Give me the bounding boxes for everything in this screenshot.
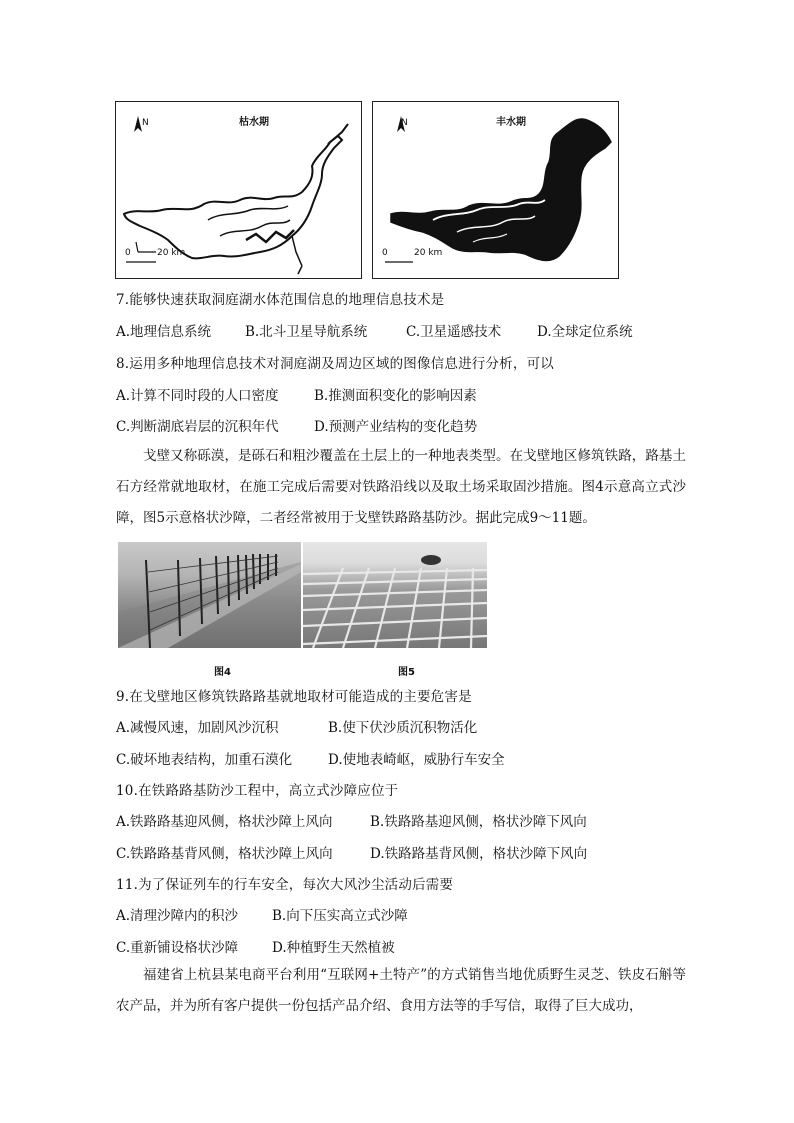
figure-4-photo [118,542,301,648]
figure-4-caption: 图4 [214,667,231,678]
q11-option-c: C.重新铺设格状沙障 [116,940,239,956]
question-11-stem: 11.为了保证列车的行车安全，每次大风沙尘活动后需要 [116,877,454,893]
q7-option-c: C.卫星遥感技术 [406,324,502,340]
dry-season-lake-outline [116,102,361,278]
q11-option-b: B.向下压实高立式沙障 [272,908,408,924]
q10-option-d: D.铁路路基背风侧，格状沙障下风向 [370,846,588,862]
wet-season-lake-fill [373,102,618,278]
question-10-stem: 10.在铁路路基防沙工程中，高立式沙障应位于 [116,783,399,799]
figure-5-photo [303,542,487,648]
q8-option-c: C.判断湖底岩层的沉积年代 [116,419,279,435]
figure-5-caption: 图5 [398,667,415,678]
scale-zero: 0 [382,248,388,258]
scale-label: 20 km [157,248,186,258]
q11-option-d: D.种植野生天然植被 [272,940,395,956]
north-arrow-label: N [401,118,408,128]
q10-option-c: C.铁路路基背风侧，格状沙障上风向 [116,846,333,862]
passage-gobi: 戈壁又称砾漠，是砾石和粗沙覆盖在土层上的一种地表类型。在戈壁地区修筑铁路，路基土石方经常就地取材，在施工完成后需要对铁路沿线以及取土场采取固沙措施。图4示意高立式沙障，图5示意格状沙障，二者经常被用于戈壁铁路路基防沙。据此完成9～11题。 [116,448,686,526]
question-9-stem: 9.在戈壁地区修筑铁路路基就地取材可能造成的主要危害是 [116,689,472,705]
q9-option-a: A.减慢风速，加剧风沙沉积 [116,720,279,736]
q8-option-b: B.推测面积变化的影响因素 [314,388,477,404]
map-wet-season [372,101,619,279]
north-arrow-label: N [142,118,149,128]
q7-option-b: B.北斗卫星导航系统 [245,324,368,340]
q9-option-c: C.破坏地表结构，加重石漠化 [116,752,293,768]
q10-option-b: B.铁路路基迎风侧，格状沙障下风向 [370,814,587,830]
scale-label: 20 km [414,248,443,258]
q9-option-b: B.使下伏沙质沉积物活化 [328,720,478,736]
map-title: 枯水期 [239,117,269,128]
q9-option-d: D.使地表崎岖，威胁行车安全 [328,752,505,768]
q8-option-d: D.预测产业结构的变化趋势 [314,419,478,435]
q8-option-a: A.计算不同时段的人口密度 [116,388,279,404]
scale-zero: 0 [125,248,131,258]
question-7-stem: 7.能够快速获取洞庭湖水体范围信息的地理信息技术是 [116,292,445,308]
map-dry-season [115,101,362,279]
q10-option-a: A.铁路路基迎风侧，格状沙障上风向 [116,814,333,830]
q7-option-a: A.地理信息系统 [116,324,212,340]
map-title: 丰水期 [496,117,526,128]
question-8-stem: 8.运用多种地理信息技术对洞庭湖及周边区域的图像信息进行分析，可以 [116,356,554,372]
q11-option-a: A.清理沙障内的积沙 [116,908,239,924]
passage-shanghang: 福建省上杭县某电商平台利用“互联网+土特产”的方式销售当地优质野生灵芝、铁皮石斛等农产品，并为所有客户提供一份包括产品介绍、食用方法等的手写信，取得了巨大成功， [116,967,686,1014]
q7-option-d: D.全球定位系统 [537,324,633,340]
